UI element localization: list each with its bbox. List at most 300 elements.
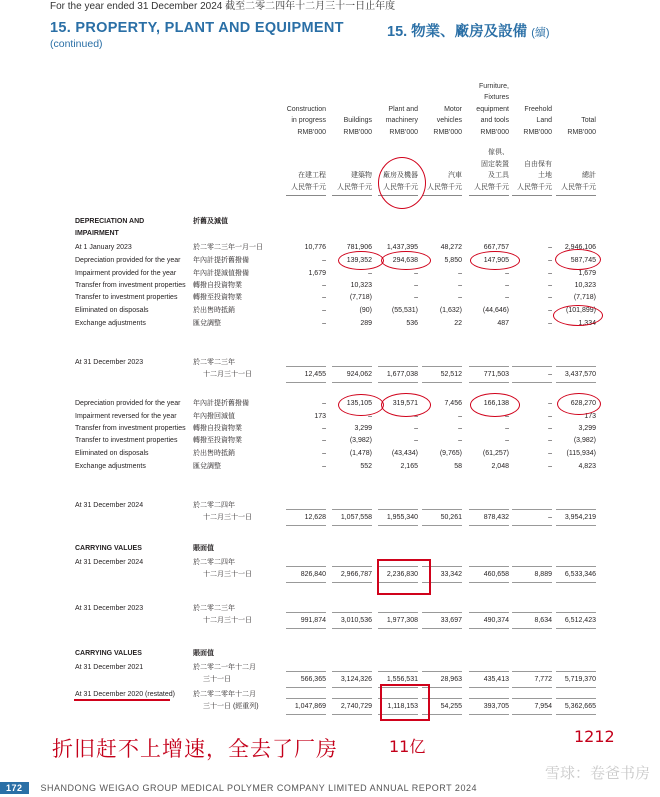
row-label-zh-line2: 十二月三十一日 — [203, 571, 252, 578]
cell-value: – — [322, 257, 326, 264]
total-rule-bottom — [512, 687, 552, 688]
total-rule-bottom — [512, 714, 552, 715]
column-header-zh: 自由保有 土地 人民幣千元 — [517, 160, 552, 191]
cell-value: – — [548, 514, 552, 521]
cell-value: (43,434) — [391, 450, 418, 457]
table-row — [0, 292, 660, 304]
row-label-en: CARRYING VALUES — [75, 545, 142, 552]
column-header-rule — [332, 195, 372, 196]
row-label-zh: 於二零二四年 — [193, 502, 235, 509]
cell-value: 135,105 — [346, 400, 372, 407]
column-header-zh: 總計 人民幣千元 — [561, 172, 596, 191]
annotation-circle-2024-furniture — [470, 393, 520, 417]
cell-value: – — [548, 270, 552, 277]
cell-value: – — [505, 437, 509, 444]
column-header-en: Construction in progress RMB'000 — [286, 105, 326, 136]
total-rule — [512, 566, 552, 567]
total-rule-bottom — [469, 582, 509, 583]
column-header-en: Furniture, Fixtures equipment and tools RMB'000 — [476, 82, 509, 136]
total-rule — [512, 612, 552, 613]
row-label-en: Impairment reversed for the year — [75, 413, 177, 420]
total-rule — [286, 566, 326, 567]
total-rule — [332, 566, 372, 567]
table-row — [0, 411, 660, 423]
section-title-zh — [387, 20, 550, 41]
cell-value: – — [505, 425, 509, 432]
cell-value: – — [414, 270, 418, 277]
cell-value: 7,954 — [534, 703, 552, 710]
row-label-en: Exchange adjustments — [75, 320, 146, 327]
cell-value: 1,955,340 — [386, 514, 418, 521]
cell-value: – — [458, 425, 462, 432]
row-label-zh: 年內計提折舊撥備 — [193, 257, 249, 264]
table-row — [0, 557, 660, 578]
total-rule-bottom — [556, 525, 596, 526]
cell-value: – — [414, 282, 418, 289]
handwritten-mark-11yi: 11亿 — [389, 737, 426, 756]
cell-value: 6,512,423 — [564, 617, 596, 624]
total-rule-bottom — [422, 628, 462, 629]
cell-value: 10,776 — [304, 244, 326, 251]
row-label-zh: 折舊及減值 — [193, 218, 228, 225]
table-row — [0, 280, 660, 292]
cell-value: – — [548, 307, 552, 314]
table-row — [0, 228, 660, 240]
total-rule — [378, 366, 418, 367]
row-label-en: Transfer to investment properties — [75, 294, 178, 301]
cell-value: – — [322, 450, 326, 457]
table-row — [0, 357, 660, 378]
continued-zh: (續) — [531, 27, 550, 39]
total-rule-bottom — [556, 714, 596, 715]
cell-value: 2,048 — [491, 463, 509, 470]
column-header-zh: 在建工程 人民幣千元 — [291, 172, 326, 191]
row-label-zh: 匯兌調整 — [193, 463, 221, 470]
cell-value: – — [368, 413, 372, 420]
row-label-zh: 轉撥至投資物業 — [193, 294, 242, 301]
annotation-box-2024-plant — [377, 559, 431, 595]
total-rule-bottom — [378, 525, 418, 526]
total-rule-bottom — [332, 714, 372, 715]
row-label-zh: 賬面值 — [193, 650, 214, 657]
total-rule — [556, 366, 596, 367]
total-rule-bottom — [512, 582, 552, 583]
cell-value: 587,745 — [570, 257, 596, 264]
cell-value: (44,646) — [482, 307, 509, 314]
table-row — [0, 423, 660, 435]
total-rule-bottom — [286, 382, 326, 383]
total-rule — [286, 509, 326, 510]
column-header-rule — [422, 195, 462, 196]
column-header-rule — [469, 195, 509, 196]
cell-value: 4,823 — [578, 463, 596, 470]
cell-value: – — [505, 294, 509, 301]
total-rule — [422, 366, 462, 367]
cell-value: – — [322, 425, 326, 432]
total-rule — [556, 671, 596, 672]
cell-value: 10,323 — [350, 282, 372, 289]
cell-value: 3,299 — [354, 425, 372, 432]
cell-value: 54,255 — [440, 703, 462, 710]
total-rule — [469, 566, 509, 567]
total-rule-bottom — [332, 382, 372, 383]
handwritten-mark-1212: 1212 — [574, 727, 615, 746]
row-label-zh: 於出售時抵銷 — [193, 307, 235, 314]
total-rule — [469, 509, 509, 510]
cell-value: 1,118,153 — [387, 703, 418, 710]
cell-value: 33,697 — [440, 617, 462, 624]
cell-value: – — [548, 450, 552, 457]
total-rule — [469, 698, 509, 699]
cell-value: 487 — [497, 320, 509, 327]
row-label-en: Transfer to investment properties — [75, 437, 178, 444]
cell-value: – — [548, 257, 552, 264]
total-rule — [556, 612, 596, 613]
row-label-zh: 轉撥至投資物業 — [193, 437, 242, 444]
cell-value: 771,503 — [483, 371, 509, 378]
total-rule — [422, 509, 462, 510]
row-label-en: At 31 December 2023 — [75, 605, 144, 612]
cell-value: 1,677,038 — [386, 371, 418, 378]
column-header-en: Motor vehicles RMB'000 — [433, 105, 462, 136]
cell-value: (61,257) — [482, 450, 509, 457]
cell-value: 289 — [360, 320, 372, 327]
table-row — [0, 216, 660, 228]
row-label-zh: 於二零二三年一月一日 — [193, 244, 263, 251]
row-label-en: At 31 December 2023 — [75, 359, 144, 366]
cell-value: 3,299 — [578, 425, 596, 432]
total-rule — [556, 566, 596, 567]
cell-value: 5,850 — [444, 257, 462, 264]
cell-value: 5,362,665 — [564, 703, 596, 710]
total-rule-bottom — [286, 582, 326, 583]
annotation-circle-2024-total — [557, 393, 601, 415]
cell-value: 1,057,558 — [340, 514, 372, 521]
row-label-zh-line2: 十二月三十一日 — [203, 514, 252, 521]
row-label-en: Transfer from investment properties — [75, 282, 186, 289]
cell-value: – — [322, 307, 326, 314]
handwritten-note: 折旧赶不上增速，全去了厂房 — [52, 737, 338, 761]
column-header-zh: 建築物 人民幣千元 — [337, 172, 372, 191]
cell-value: (115,934) — [566, 450, 596, 457]
cell-value: – — [548, 294, 552, 301]
row-label-zh: 轉撥自投資物業 — [193, 282, 242, 289]
row-label-en: Depreciation provided for the year — [75, 400, 181, 407]
cell-value: – — [458, 413, 462, 420]
row-label-zh-line2: 十二月三十一日 — [203, 617, 252, 624]
total-rule-bottom — [556, 687, 596, 688]
annotation-circle-2024-buildings — [338, 394, 384, 416]
cell-value: – — [548, 463, 552, 470]
table-row — [0, 543, 660, 555]
cell-value: 1,334 — [578, 320, 596, 327]
cell-value: – — [458, 294, 462, 301]
cell-value: 991,874 — [300, 617, 326, 624]
total-rule — [332, 612, 372, 613]
table-row — [0, 461, 660, 473]
total-rule-bottom — [512, 628, 552, 629]
cell-value: – — [458, 437, 462, 444]
total-rule-bottom — [332, 525, 372, 526]
total-rule-bottom — [556, 382, 596, 383]
section-subtitle: (continued) — [50, 38, 103, 50]
total-rule-bottom — [286, 525, 326, 526]
cell-value: 628,270 — [570, 400, 596, 407]
row-label-en: Exchange adjustments — [75, 463, 146, 470]
total-rule — [556, 509, 596, 510]
section-title: 15. PROPERTY, PLANT AND EQUIPMENT — [50, 20, 344, 36]
cell-value: – — [414, 294, 418, 301]
row-label-zh: 於二零二三年 — [193, 359, 235, 366]
row-label-zh-line2: 三十一日 (經重列) — [203, 703, 259, 710]
footer-company: SHANDONG WEIGAO GROUP MEDICAL POLYMER COMPANY LIMITED ANNUAL REPORT 2024 — [40, 783, 477, 793]
cell-value: (101,899) — [566, 307, 596, 314]
total-rule — [469, 366, 509, 367]
cell-value: (9,765) — [439, 450, 462, 457]
cell-value: 781,906 — [346, 244, 372, 251]
table-row — [0, 500, 660, 521]
row-label-en: CARRYING VALUES — [75, 650, 142, 657]
row-label-zh: 於二零二零年十二月 — [193, 691, 256, 698]
row-label-en: At 1 January 2023 — [75, 244, 132, 251]
total-rule-bottom — [286, 714, 326, 715]
total-rule — [556, 698, 596, 699]
row-label-en: At 31 December 2024 — [75, 559, 144, 566]
total-rule — [286, 671, 326, 672]
table-row — [0, 603, 660, 624]
cell-value: – — [322, 400, 326, 407]
column-header-rule — [512, 195, 552, 196]
total-rule-bottom — [332, 687, 372, 688]
cell-value: 2,966,787 — [340, 571, 372, 578]
total-rule — [332, 366, 372, 367]
cell-value: 7,772 — [534, 676, 552, 683]
total-rule — [378, 509, 418, 510]
table-row — [0, 662, 660, 683]
cell-value: – — [414, 425, 418, 432]
total-rule — [332, 671, 372, 672]
column-header-zh: 廠房及機器 人民幣千元 — [383, 172, 418, 191]
row-label-en: Transfer from investment properties — [75, 425, 186, 432]
row-label-zh: 賬面值 — [193, 545, 214, 552]
row-label-zh: 年內計提折舊撥備 — [193, 400, 249, 407]
annotation-circle-plant-header — [378, 157, 426, 209]
column-header-en: Buildings RMB'000 — [343, 117, 372, 136]
column-header-zh: 傢俱、 固定裝置 及工具 人民幣千元 — [474, 149, 509, 191]
column-header-en: Freehold Land RMB'000 — [523, 105, 552, 136]
cell-value: – — [548, 244, 552, 251]
total-rule-bottom — [469, 714, 509, 715]
annotation-circle-2023-plant — [381, 251, 431, 270]
annotation-underline-2020 — [74, 699, 170, 701]
row-label-zh: 年內撥回減值 — [193, 413, 235, 420]
watermark: 雪球：卷爸书房 — [544, 765, 650, 782]
cell-value: – — [414, 413, 418, 420]
table-row — [0, 448, 660, 460]
total-rule — [286, 366, 326, 367]
row-label-zh-line2: 三十一日 — [203, 676, 231, 683]
table-row — [0, 648, 660, 660]
page-footer — [0, 783, 477, 793]
total-rule — [512, 671, 552, 672]
cell-value: – — [548, 425, 552, 432]
cell-value: 826,840 — [300, 571, 326, 578]
row-label-zh: 年內計提減值撥備 — [193, 270, 249, 277]
cell-value: 566,365 — [300, 676, 326, 683]
cell-value: (7,718) — [573, 294, 596, 301]
total-rule — [332, 698, 372, 699]
total-rule — [512, 509, 552, 510]
total-rule-bottom — [286, 687, 326, 688]
total-rule-bottom — [332, 628, 372, 629]
cell-value: 8,889 — [534, 571, 552, 578]
annotation-circle-2024-plant — [381, 393, 431, 417]
total-rule-bottom — [512, 525, 552, 526]
cell-value: 1,679 — [308, 270, 326, 277]
total-rule-bottom — [556, 628, 596, 629]
table-row — [0, 435, 660, 447]
total-rule — [286, 698, 326, 699]
total-rule-bottom — [556, 582, 596, 583]
total-rule-bottom — [422, 382, 462, 383]
annotation-circle-2023-buildings — [338, 251, 384, 270]
cell-value: – — [548, 437, 552, 444]
column-header-zh: 汽車 人民幣千元 — [427, 172, 462, 191]
cell-value: 12,628 — [304, 514, 326, 521]
annotation-circle-disposals-total — [553, 305, 603, 326]
total-rule-bottom — [469, 628, 509, 629]
total-rule-bottom — [286, 628, 326, 629]
cell-value: 5,719,370 — [564, 676, 596, 683]
cell-value: (1,478) — [349, 450, 372, 457]
cell-value: (1,632) — [439, 307, 462, 314]
cell-value: 1,977,308 — [386, 617, 418, 624]
cell-value: 878,432 — [483, 514, 509, 521]
cell-value: 166,138 — [483, 400, 509, 407]
cell-value: 460,658 — [483, 571, 509, 578]
cell-value: 139,352 — [346, 257, 372, 264]
row-label-en: Eliminated on disposals — [75, 307, 149, 314]
total-rule — [422, 671, 462, 672]
table-row — [0, 268, 660, 280]
cell-value: – — [322, 437, 326, 444]
row-label-en: IMPAIRMENT — [75, 230, 119, 237]
cell-value: – — [505, 270, 509, 277]
column-header-en: Total RMB'000 — [567, 117, 596, 136]
cell-value: – — [322, 320, 326, 327]
column-header-rule — [286, 195, 326, 196]
total-rule — [512, 698, 552, 699]
total-rule-bottom — [469, 382, 509, 383]
cell-value: 6,533,346 — [564, 571, 596, 578]
cell-value: – — [505, 413, 509, 420]
cell-value: – — [322, 294, 326, 301]
cell-value: 1,556,531 — [386, 676, 418, 683]
section-title-zh-text: 15. 物業、廠房及設備 — [387, 24, 528, 40]
cell-value: 294,638 — [392, 257, 418, 264]
cell-value: 1,437,395 — [386, 244, 418, 251]
annotation-box-2020-plant — [380, 684, 430, 721]
row-label-en: Depreciation provided for the year — [75, 257, 181, 264]
cell-value: 58 — [454, 463, 462, 470]
cell-value: 536 — [406, 320, 418, 327]
cell-value: – — [548, 371, 552, 378]
cell-value: 2,165 — [400, 463, 418, 470]
cell-value: 435,413 — [483, 676, 509, 683]
cell-value: – — [505, 282, 509, 289]
total-rule-bottom — [512, 382, 552, 383]
cell-value: 3,954,219 — [564, 514, 596, 521]
total-rule — [378, 671, 418, 672]
cell-value: 10,323 — [574, 282, 596, 289]
cell-value: 2,740,729 — [340, 703, 372, 710]
total-rule — [469, 671, 509, 672]
row-label-en: DEPRECIATION AND — [75, 218, 145, 225]
total-rule — [469, 612, 509, 613]
total-rule-bottom — [332, 582, 372, 583]
cell-value: 52,512 — [440, 371, 462, 378]
cell-value: 552 — [360, 463, 372, 470]
cell-value: – — [322, 463, 326, 470]
cell-value: 7,456 — [444, 400, 462, 407]
cell-value: – — [414, 437, 418, 444]
row-label-en: At 31 December 2021 — [75, 664, 144, 671]
cell-value: 490,374 — [483, 617, 509, 624]
row-label-zh-line2: 十二月三十一日 — [203, 371, 252, 378]
row-label-zh: 於出售時抵銷 — [193, 450, 235, 457]
cell-value: 319,571 — [392, 400, 418, 407]
annotation-circle-2023-total — [555, 249, 601, 270]
total-rule-bottom — [378, 382, 418, 383]
row-label-zh: 轉撥自投資物業 — [193, 425, 242, 432]
row-label-en: At 31 December 2024 — [75, 502, 144, 509]
cell-value: (7,718) — [349, 294, 372, 301]
total-rule — [286, 612, 326, 613]
total-rule-bottom — [422, 525, 462, 526]
annotation-circle-2023-furniture — [470, 251, 520, 270]
cell-value: – — [548, 413, 552, 420]
cell-value: – — [548, 400, 552, 407]
cell-value: 50,261 — [440, 514, 462, 521]
cell-value: – — [548, 320, 552, 327]
cell-value: 667,757 — [483, 244, 509, 251]
cell-value: 33,342 — [440, 571, 462, 578]
cell-value: – — [458, 282, 462, 289]
cell-value: 173 — [584, 413, 596, 420]
cell-value: – — [458, 270, 462, 277]
cell-value: 1,047,869 — [294, 703, 326, 710]
row-label-en: Impairment provided for the year — [75, 270, 177, 277]
cell-value: 2,946,106 — [564, 244, 596, 251]
cell-value: – — [368, 270, 372, 277]
total-rule-bottom — [469, 525, 509, 526]
total-rule — [512, 366, 552, 367]
page-number: 172 — [0, 782, 29, 794]
cell-value: 3,437,570 — [564, 371, 596, 378]
cell-value: (55,531) — [391, 307, 418, 314]
column-header-rule — [556, 195, 596, 196]
cell-value: 2,236,830 — [386, 571, 418, 578]
cell-value: 48,272 — [440, 244, 462, 251]
cell-value: 173 — [314, 413, 326, 420]
cell-value: 147,905 — [483, 257, 509, 264]
cell-value: 924,062 — [346, 371, 372, 378]
cell-value: 393,705 — [483, 703, 509, 710]
cell-value: (90) — [359, 307, 372, 314]
total-rule — [378, 612, 418, 613]
cell-value: 1,679 — [578, 270, 596, 277]
cell-value: 22 — [454, 320, 462, 327]
